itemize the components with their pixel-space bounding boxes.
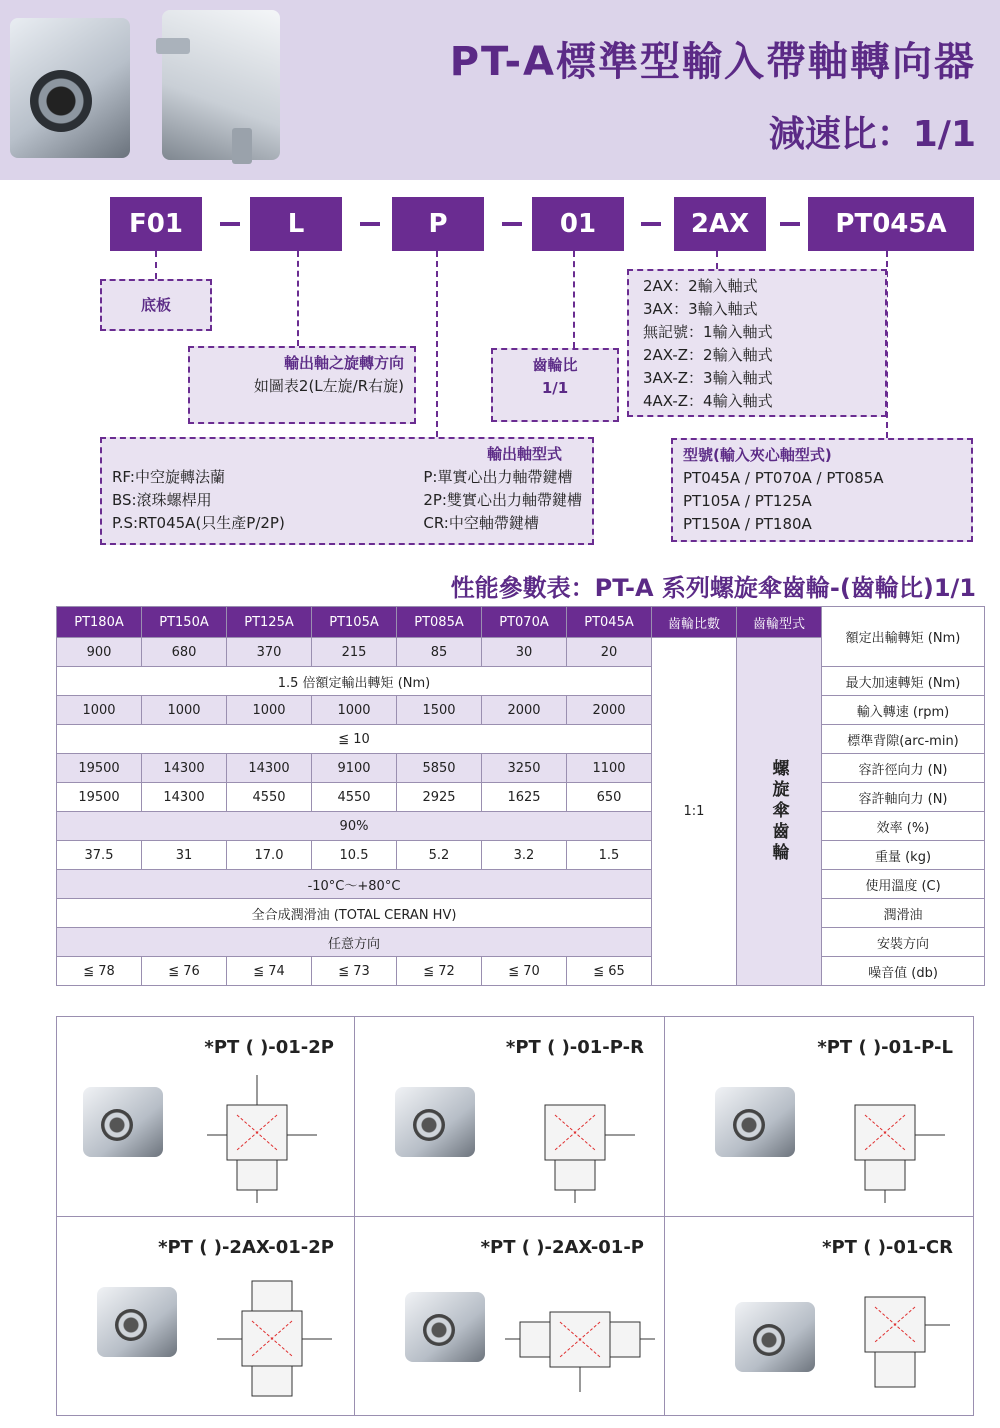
row-label: 效率 (%): [822, 812, 985, 841]
table-cell-span: ≦ 10: [57, 725, 652, 754]
gearbox-photo-left: [10, 18, 130, 158]
drawing-2p: [207, 1075, 327, 1205]
config-cell-p-r: *PT ( )-01-P-R: [355, 1017, 665, 1217]
page-title: PT-A標準型輸入帶軸轉向器: [449, 39, 976, 85]
model-header: PT045A: [567, 607, 652, 638]
table-cell: 3250: [482, 754, 567, 783]
row-label: 容許徑向力 (N): [822, 754, 985, 783]
table-cell: 650: [567, 783, 652, 812]
table-cell: 37.5: [57, 841, 142, 870]
config-cell-cr: *PT ( )-01-CR: [665, 1217, 973, 1415]
code-input: 2AX: [674, 197, 766, 251]
code-base: F01: [110, 197, 202, 251]
row-label: 額定出輸轉矩 (Nm): [822, 607, 985, 667]
drawing-2ax-2p: [217, 1271, 337, 1411]
table-cell: 19500: [57, 754, 142, 783]
table-cell: 4550: [227, 783, 312, 812]
model-header: PT180A: [57, 607, 142, 638]
table-cell: 5.2: [397, 841, 482, 870]
table-cell: 900: [57, 638, 142, 667]
table-cell: 1.5: [567, 841, 652, 870]
table-cell: 4550: [312, 783, 397, 812]
table-cell: 20: [567, 638, 652, 667]
performance-title: 性能參數表：PT-A 系列螺旋傘齒輪-(齒輪比)1/1: [450, 574, 976, 602]
table-cell-span: 90%: [57, 812, 652, 841]
table-cell: 14300: [142, 783, 227, 812]
row-label: 安裝方向: [822, 928, 985, 957]
code-rotation: L: [250, 197, 342, 251]
rotation-box: 輸出軸之旋轉方向 如圖表2(L左旋/R右旋): [188, 346, 416, 424]
code-dash: [220, 222, 240, 226]
row-label: 輸入轉速 (rpm): [822, 696, 985, 725]
table-cell: 1100: [567, 754, 652, 783]
config-cell-p-l: *PT ( )-01-P-L: [665, 1017, 973, 1217]
connector: [716, 251, 718, 269]
code-dash: [502, 222, 522, 226]
drawing-2ax-p: [505, 1287, 655, 1397]
table-cell: ≦ 74: [227, 957, 312, 986]
row-label: 最大加速轉矩 (Nm): [822, 667, 985, 696]
table-cell: 85: [397, 638, 482, 667]
table-cell: 5850: [397, 754, 482, 783]
table-cell-span: 全合成潤滑油 (TOTAL CERAN HV): [57, 899, 652, 928]
row-label: 噪音值 (db): [822, 957, 985, 986]
config-cell-2ax-p: *PT ( )-2AX-01-P: [355, 1217, 665, 1415]
drawing-p-r: [525, 1075, 645, 1205]
table-cell: 31: [142, 841, 227, 870]
table-cell: ≦ 72: [397, 957, 482, 986]
code-model: PT045A: [808, 197, 974, 251]
row-label: 潤滑油: [822, 899, 985, 928]
gear-type-value: 螺旋傘齒輪: [737, 638, 822, 986]
drawing-cr: [845, 1277, 955, 1407]
model-header: PT070A: [482, 607, 567, 638]
connector: [573, 251, 575, 348]
table-cell-span: 1.5 倍額定輸出轉矩 (Nm): [57, 667, 652, 696]
model-header: PT125A: [227, 607, 312, 638]
table-cell: 215: [312, 638, 397, 667]
header-banner: [0, 0, 1000, 180]
table-cell: 14300: [142, 754, 227, 783]
code-output: P: [392, 197, 484, 251]
table-cell: ≦ 76: [142, 957, 227, 986]
code-dash: [780, 222, 800, 226]
table-cell: ≦ 78: [57, 957, 142, 986]
gear-ratio-box: 齒輪比 1/1: [491, 348, 619, 422]
table-cell: 2000: [482, 696, 567, 725]
row-label: 使用溫度 (C): [822, 870, 985, 899]
table-cell: ≦ 73: [312, 957, 397, 986]
code-dash: [641, 222, 661, 226]
table-cell: 1000: [312, 696, 397, 725]
table-cell: 1625: [482, 783, 567, 812]
gear-ratio-value: 1:1: [652, 638, 737, 986]
table-cell: 17.0: [227, 841, 312, 870]
code-ratio: 01: [532, 197, 624, 251]
model-box: 型號(輸入夾心軸型式) PT045A / PT070A / PT085A PT105A / PT125A PT150A / PT180A: [671, 438, 973, 542]
drawing-p-l: [835, 1075, 955, 1205]
table-cell: 9100: [312, 754, 397, 783]
base-box: 底板: [100, 279, 212, 331]
table-cell: 3.2: [482, 841, 567, 870]
table-cell: 680: [142, 638, 227, 667]
table-cell: 14300: [227, 754, 312, 783]
config-cell-2ax-2p: *PT ( )-2AX-01-2P: [57, 1217, 355, 1415]
table-cell: 1000: [142, 696, 227, 725]
row-label: 容許軸向力 (N): [822, 783, 985, 812]
table-cell: ≦ 70: [482, 957, 567, 986]
table-cell: 19500: [57, 783, 142, 812]
output-type-box: 輸出軸型式 RF:中空旋轉法蘭 BS:滾珠螺桿用 P.S:RT045A(只生產P/2P) P:單實心出力軸帶鍵槽 2P:雙實心出力軸帶鍵槽 CR:中空軸帶鍵槽: [100, 437, 594, 545]
code-dash: [360, 222, 380, 226]
table-cell: 30: [482, 638, 567, 667]
table-cell: 2925: [397, 783, 482, 812]
table-cell-span: 任意方向: [57, 928, 652, 957]
gear-type-header: 齒輪型式: [737, 607, 822, 638]
gear-ratio-header: 齒輪比數: [652, 607, 737, 638]
model-header: PT150A: [142, 607, 227, 638]
table-cell: 1000: [57, 696, 142, 725]
table-cell: 2000: [567, 696, 652, 725]
performance-table: [56, 606, 985, 986]
table-cell: ≦ 65: [567, 957, 652, 986]
table-cell: 10.5: [312, 841, 397, 870]
gearbox-photo-right: [162, 10, 280, 160]
row-label: 標準背隙(arc-min): [822, 725, 985, 754]
connector: [155, 251, 157, 279]
connector: [297, 251, 299, 346]
model-header: PT085A: [397, 607, 482, 638]
connector: [436, 251, 438, 437]
input-type-box: 2AX：2輸入軸式 3AX：3輸入軸式 無記號：1輸入軸式 2AX-Z：2輸入軸式 3AX-Z：3輸入軸式 4AX-Z：4輸入軸式: [627, 269, 887, 417]
config-grid: [56, 1016, 974, 1416]
model-header: PT105A: [312, 607, 397, 638]
config-cell-2p: *PT ( )-01-2P: [57, 1017, 355, 1217]
table-cell: 1000: [227, 696, 312, 725]
table-cell: 1500: [397, 696, 482, 725]
ratio-subtitle: 減速比：1/1: [768, 114, 976, 155]
table-cell: 370: [227, 638, 312, 667]
table-cell-span: -10°C～+80°C: [57, 870, 652, 899]
row-label: 重量 (kg): [822, 841, 985, 870]
